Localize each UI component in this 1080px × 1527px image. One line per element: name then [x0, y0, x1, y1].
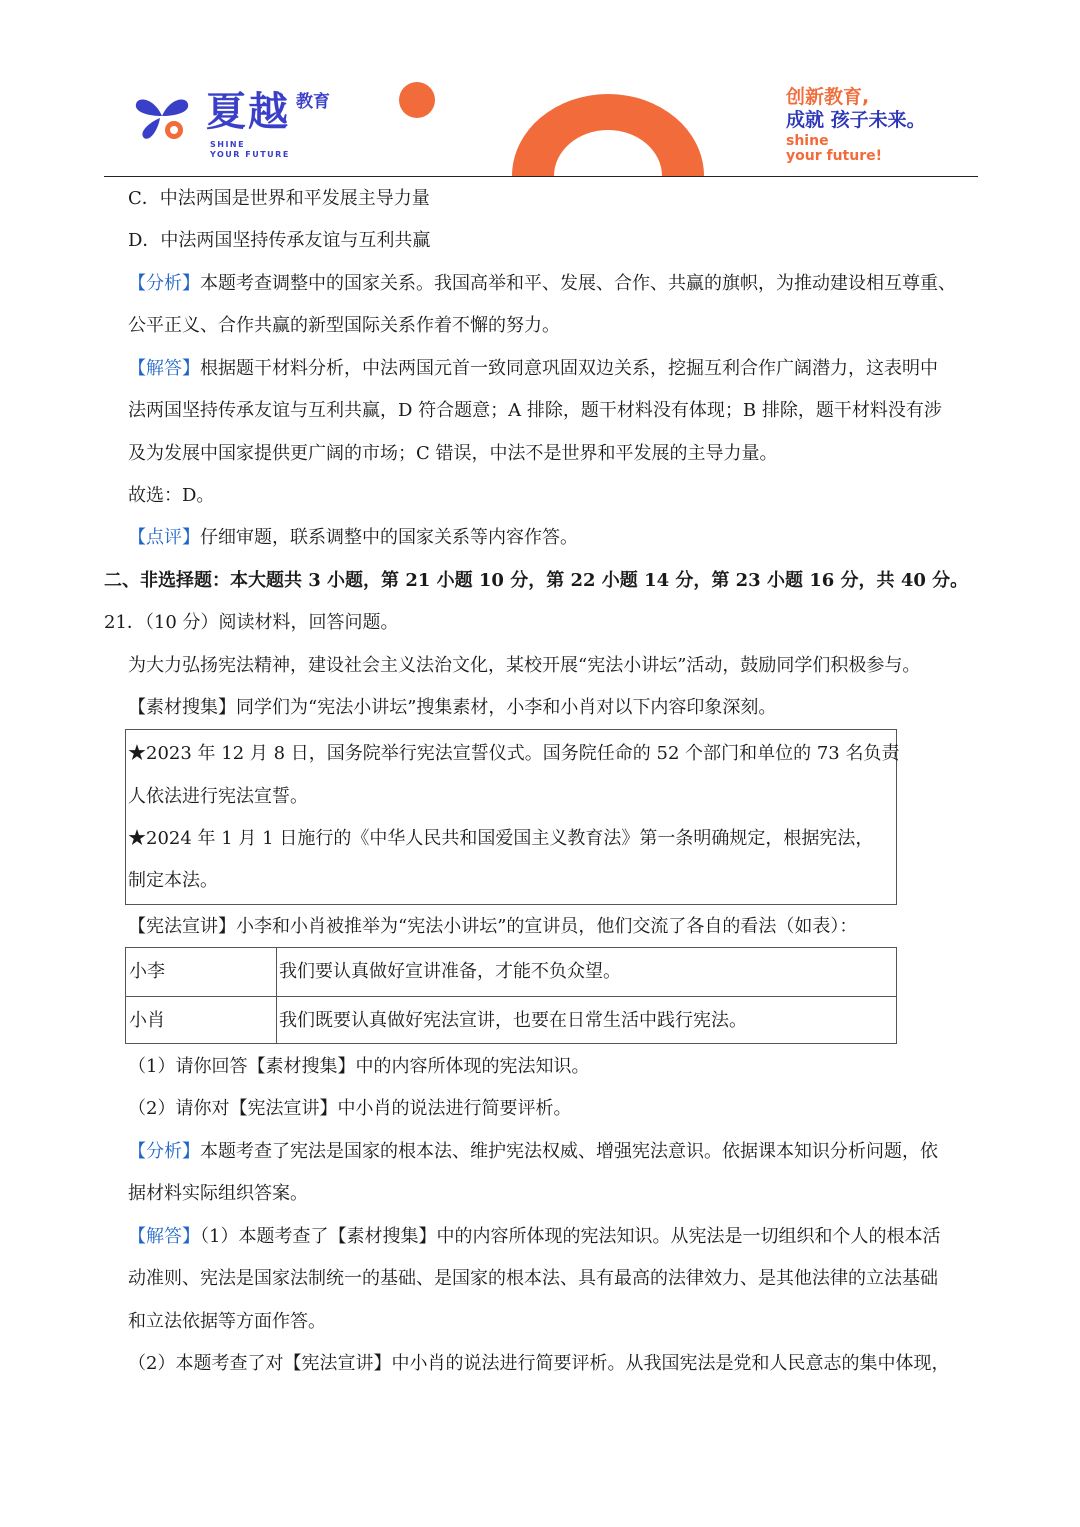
option-c: C．中法两国是世界和平发展主导力量 [128, 188, 430, 209]
answer2-line-3: 和立法依据等方面作答。 [128, 1311, 326, 1332]
decorative-arch-icon [390, 82, 720, 178]
brand-name: 夏越 [206, 89, 290, 135]
brand-english [210, 140, 290, 160]
brand-english-line-1: SHINE [210, 140, 246, 149]
answer-line-3: 及为发展中国家提供更广阔的市场；C 错误，中法不是世界和平发展的主导力量。 [128, 443, 778, 464]
analysis-line-2: 公平正义、合作共赢的新型国际关系作着不懈的努力。 [128, 315, 560, 336]
answer2-line-2: 动准则、宪法是国家法制统一的基础、是国家的根本法、具有最高的法律效力、是其他法律的立法基础 [128, 1268, 938, 1289]
brand-subtitle: 教育 [296, 92, 330, 112]
slogan-line-3: shine [786, 133, 829, 149]
speech-intro: 【宪法宣讲】小李和小肖被推举为“宪法小讲坛”的宣讲员，他们交流了各自的看法（如表）： [128, 916, 858, 937]
review-line [128, 527, 578, 549]
table-cell-name: 小肖 [129, 1010, 165, 1031]
table-row-divider [126, 996, 896, 997]
review-text: 仔细审题，联系调整中的国家关系等内容作答。 [200, 527, 578, 548]
header-divider [104, 176, 978, 177]
answer-line-2: 法两国坚持传承友谊与互利共赢，D 符合题意；A 排除，题干材料没有体现；B 排除，题干材料没有涉 [128, 400, 942, 421]
answer2-text-1: （1）本题考查了【素材搜集】中的内容所体现的宪法知识。从宪法是一切组织和个人的根本活 [200, 1226, 941, 1247]
section-heading: 二、非选择题：本大题共 3 小题，第 21 小题 10 分，第 22 小题 14 分，第 23 小题 16 分，共 40 分。 [104, 570, 969, 591]
question-21: 21．（10 分）阅读材料，回答问题。 [104, 612, 399, 633]
brand-english-line-2: YOUR FUTURE [210, 150, 290, 159]
review-tag: 【点评】 [128, 527, 200, 548]
table-column-divider [276, 948, 277, 1043]
sub-question-2: （2）请你对【宪法宣讲】中小肖的说法进行简要评析。 [128, 1098, 572, 1119]
material-box-line-2: 人依法进行宪法宣誓。 [128, 786, 308, 807]
analysis-tag: 【分析】 [128, 1141, 200, 1162]
material-box-line-1: ★2023 年 12 月 8 日，国务院举行宪法宣誓仪式。国务院任命的 52 个部门和单位的 73 名负责 [128, 743, 900, 764]
material-box-line-3: ★2024 年 1 月 1 日施行的《中华人民共和国爱国主义教育法》第一条明确规定，根据宪法， [128, 828, 874, 849]
analysis-line-1 [128, 273, 956, 295]
answer-tag: 【解答】 [128, 358, 200, 379]
page-header [0, 0, 1080, 180]
table-cell-view: 我们要认真做好宣讲准备，才能不负众望。 [279, 961, 621, 982]
answer2-line-1 [128, 1226, 940, 1248]
analysis2-line-2: 据材料实际组织答案。 [128, 1183, 308, 1204]
analysis-tag: 【分析】 [128, 273, 200, 294]
butterfly-logo-icon [132, 94, 192, 142]
analysis2-text-1: 本题考查了宪法是国家的根本法、维护宪法权威、增强宪法意识。依据课本知识分析问题，依 [200, 1141, 938, 1162]
answer-choice: 故选：D。 [128, 485, 215, 506]
analysis2-line-1 [128, 1141, 938, 1163]
table-cell-name: 小李 [129, 961, 165, 982]
answer-tag: 【解答】 [128, 1226, 200, 1247]
slogan [786, 88, 926, 164]
slogan-line-4: your future! [786, 148, 882, 164]
question-intro: 为大力弘扬宪法精神，建设社会主义法治文化，某校开展“宪法小讲坛”活动，鼓励同学们积极参与。 [128, 655, 921, 676]
sub-question-1: （1）请你回答【素材搜集】中的内容所体现的宪法知识。 [128, 1056, 590, 1077]
answer-line-1 [128, 358, 938, 380]
slogan-line-1: 创新教育, [786, 86, 870, 108]
option-d: D．中法两国坚持传承友谊与互利共赢 [128, 230, 431, 251]
material-box-line-4: 制定本法。 [128, 870, 218, 891]
material-intro: 【素材搜集】同学们为“宪法小讲坛”搜集素材，小李和小肖对以下内容印象深刻。 [128, 697, 777, 718]
answer2-line-4: （2）本题考查了对【宪法宣讲】中小肖的说法进行简要评析。从我国宪法是党和人民意志的集中体现， [128, 1353, 950, 1374]
answer-text-1: 根据题干材料分析，中法两国元首一致同意巩固双边关系，挖掘互利合作广阔潜力，这表明中 [200, 358, 938, 379]
slogan-line-2: 成就 孩子未来。 [786, 109, 926, 131]
analysis-text-1: 本题考查调整中的国家关系。我国高举和平、发展、合作、共赢的旗帜，为推动建设相互尊重、 [200, 273, 956, 294]
table-cell-view: 我们既要认真做好宪法宣讲，也要在日常生活中践行宪法。 [279, 1010, 747, 1031]
